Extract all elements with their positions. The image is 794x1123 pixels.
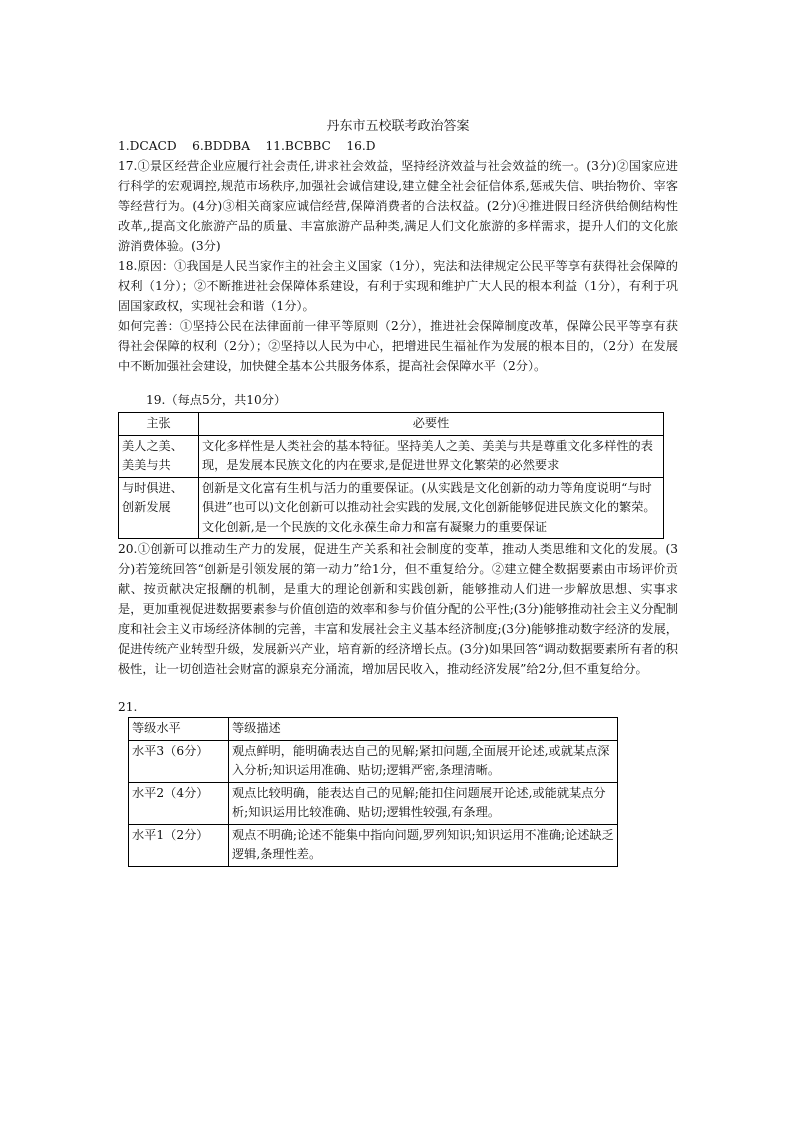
claim-cell: 美人之美、美美与共 bbox=[119, 435, 199, 477]
desc-cell: 观点不明确;论述不能集中指向问题,罗列知识;知识运用不准确;论述缺乏逻辑,条理性差。 bbox=[229, 824, 618, 866]
q20-answer: 20.①创新可以推动生产力的发展，促进生产关系和社会制度的变革，推动人类思维和文化的发展。(3分)若笼统回答“创新是引领发展的第一动力”给1分，但不重复给分。②建立健全数据要素由市场评价贡献、按贡献决定报酬的机制，是重大的理论创新和实践创新，能够推动人们进一步解放思想、实事求是，更加重视促进数据要素参与价值创造的效率和参与价值分配的公平性;(3分)能够推动社会主义分配制度和社会主义市场经济体制的完善，丰富和发展社会主义基本经济制度;(3分)能够推动数字经济的发展，促进传统产业转型升级，发展新兴产业，培育新的经济增长点。(3分)如果回答“调动数据要素所有者的积极性，让一切创造社会财富的源泉充分涌流，增加居民收入，推动经济发展”给2分,但不重复给分。 bbox=[118, 542, 678, 676]
necessity-cell: 创新是文化富有生机与活力的重要保证。(从实践是文化创新的动力等角度说明“与时俱进”也可以)文化创新可以推动社会实践的发展,文化创新能够促进民族文化的繁荣。文化创新,是一个民族的文化永葆生命力和富有凝聚力的重要保证 bbox=[199, 477, 664, 539]
desc-cell: 观点鲜明，能明确表达自己的见解;紧扣问题,全面展开论述,或就某点深入分析;知识运用准确、贴切;逻辑严密,条理清晰。 bbox=[229, 740, 618, 782]
answer-sheet bbox=[118, 118, 678, 867]
spacer bbox=[118, 376, 678, 386]
table-header-row bbox=[119, 413, 664, 436]
table-header-row bbox=[129, 718, 618, 741]
table-row bbox=[129, 740, 618, 782]
multiple-choice-answers: 1.DCACD 6.BDDBA 11.BCBBC 16.D bbox=[118, 139, 376, 153]
claim-cell: 与时俱进、创新发展 bbox=[119, 477, 199, 539]
level-cell: 水平1（2分） bbox=[129, 824, 229, 866]
desc-cell: 观点比较明确，能表达自己的见解;能扣住问题展开论述,或能就某点分析;知识运用比较准确、贴切;逻辑性较强,有条理。 bbox=[229, 782, 618, 824]
q17-answer: 17.①景区经营企业应履行社会责任,讲求社会效益，坚持经济效益与社会效益的统一。(3分)②国家应进行科学的宏观调控,规范市场秩序,加强社会诚信建设,建立健全社会征信体系,惩戒失信、哄抬物价、宰客等经营行为。(4分)③相关商家应诚信经营,保障消费者的合法权益。(2分)④推进假日经济供给侧结构性改革,,提高文化旅游产品的质量、丰富旅游产品种类,满足人们文化旅游的多样需求，提升人们的文化旅游消费体验。(3分) bbox=[118, 159, 678, 253]
header-level: 等级水平 bbox=[129, 718, 229, 741]
table-row bbox=[129, 824, 618, 866]
level-cell: 水平3（6分） bbox=[129, 740, 229, 782]
table-row bbox=[129, 782, 618, 824]
header-desc: 等级描述 bbox=[229, 718, 618, 741]
necessity-cell: 文化多样性是人类社会的基本特征。坚持美人之美、美美与共是尊重文化多样性的表现，是发展本民族文化的内在要求,是促进世界文化繁荣的必然要求 bbox=[199, 435, 664, 477]
header-claim: 主张 bbox=[119, 413, 199, 436]
q21-heading: 21. bbox=[118, 700, 138, 714]
q18-how: 如何完善：①坚持公民在法律面前一律平等原则（2分），推进社会保障制度改革，保障公民平等享有获得社会保障的权利（2分）；②坚持以人民为中心，把增进民生福祉作为发展的根本目的，（2分）在发展中不断加强社会建设，加快健全基本公共服务体系，提高社会保障水平（2分）。 bbox=[118, 319, 678, 373]
table-row bbox=[119, 435, 664, 477]
page-title: 丹东市五校联考政治答案 bbox=[326, 119, 470, 134]
q21-table bbox=[128, 717, 618, 867]
q18-reason: 18.原因：①我国是人民当家作主的社会主义国家（1分），宪法和法律规定公民平等享有获得社会保障的权利（1分）；②不断推进社会保障体系建设，有利于实现和维护广大人民的根本利益（1分），有利于巩固国家政权，实现社会和谐（1分）。 bbox=[118, 259, 678, 313]
level-cell: 水平2（4分） bbox=[129, 782, 229, 824]
q19-table bbox=[118, 412, 664, 539]
header-necessity: 必要性 bbox=[199, 413, 664, 436]
q19-heading: 19.（每点5分，共10分） bbox=[146, 393, 287, 407]
spacer bbox=[118, 679, 678, 697]
table-row bbox=[119, 477, 664, 539]
